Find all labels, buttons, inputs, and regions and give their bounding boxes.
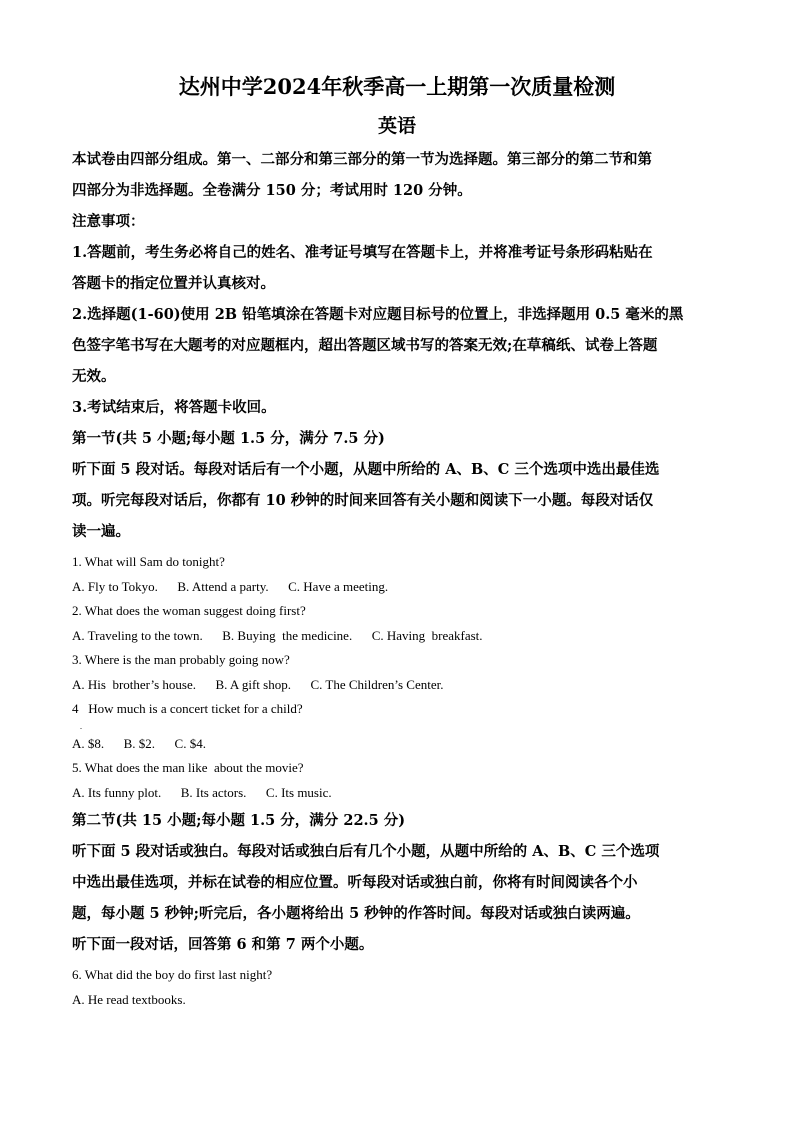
section-instruction: 听下面 5 段对话或独白。每段对话或独白后有几个小题，从题中所给的 A、B、C 三个选项: [72, 843, 660, 860]
question-3: 3. Where is the man probably going now?: [72, 652, 290, 667]
question-6: 6. What did the boy do first last night?: [72, 967, 273, 982]
notice-line: 答题卡的指定位置并认真核对。: [72, 275, 275, 292]
question-1: 1. What will Sam do tonight?: [72, 554, 225, 569]
notice-line: 3.考试结束后，将答题卡收回。: [72, 399, 276, 416]
section-instruction: 听下面 5 段对话。每段对话后有一个小题，从题中所给的 A、B、C 三个选项中选出最佳选: [72, 461, 660, 478]
notice-line: 1.答题前，考生务必将自己的姓名、准考证号填写在答题卡上，并将准考证号条形码粘贴在: [72, 244, 653, 261]
exam-subject: 英语: [377, 115, 416, 137]
question-5: 5. What does the man like about the movie?: [72, 760, 304, 775]
section-instruction: 项。听完每段对话后，你都有 10 秒钟的时间来回答有关小题和阅读下一小题。每段对话仅: [72, 492, 654, 509]
question-2-options: A. Traveling to the town. B. Buying the medicine. C. Having breakfast.: [72, 627, 483, 643]
question-3-options: A. His brother’s house. B. A gift shop. C. The Children’s Center.: [72, 676, 444, 692]
section-instruction: 读一遍。: [72, 523, 130, 540]
listening-section-2: [72, 805, 722, 1012]
question-4: 4 How much is a concert ticket for a child?: [72, 701, 303, 716]
notice-line: 2.选择题(1-60)使用 2B 铅笔填涂在答题卡对应题目标号的位置上，非选择题用 0.5 毫米的黑: [72, 306, 684, 323]
exam-title: 达州中学2024年秋季高一上期第一次质量检测: [178, 74, 616, 99]
question-4-stray-dot: .: [80, 721, 82, 731]
question-5-options: A. Its funny plot. B. Its actors. C. Its music.: [72, 784, 332, 800]
section-lead: 听下面一段对话，回答第 6 和第 7 两个小题。: [72, 936, 374, 953]
question-2: 2. What does the woman suggest doing first?: [72, 603, 306, 618]
question-6-option-a: A. He read textbooks.: [72, 991, 186, 1007]
intro-line: 四部分为非选择题。全卷满分 150 分；考试用时 120 分钟。: [72, 182, 472, 199]
exam-intro: [72, 144, 722, 206]
section-instruction: 中选出最佳选项，并标在试卷的相应位置。听每段对话或独白前，你将有时间阅读各个小: [72, 874, 638, 891]
notice-line: 无效。: [72, 368, 116, 385]
question-4-options: A. $8. B. $2. C. $4.: [72, 735, 206, 751]
notice-heading: 注意事项：: [72, 213, 145, 230]
section-instruction: 题，每小题 5 秒钟;听完后，各小题将给出 5 秒钟的作答时间。每段对话或独白读两遍。: [72, 905, 640, 922]
section-heading: 第一节(共 5 小题;每小题 1.5 分，满分 7.5 分): [72, 430, 385, 447]
question-1-options: A. Fly to Tokyo. B. Attend a party. C. Have a meeting.: [72, 578, 389, 594]
section-heading: 第二节(共 15 小题;每小题 1.5 分，满分 22.5 分): [72, 812, 406, 829]
intro-line: 本试卷由四部分组成。第一、二部分和第三部分的第一节为选择题。第三部分的第二节和第: [72, 151, 652, 168]
listening-section-1: [72, 423, 722, 805]
notice-section: [72, 206, 722, 423]
notice-line: 色签字笔书写在大题考的对应题框内，超出答题区域书写的答案无效;在草稿纸、试卷上答题: [72, 337, 658, 354]
